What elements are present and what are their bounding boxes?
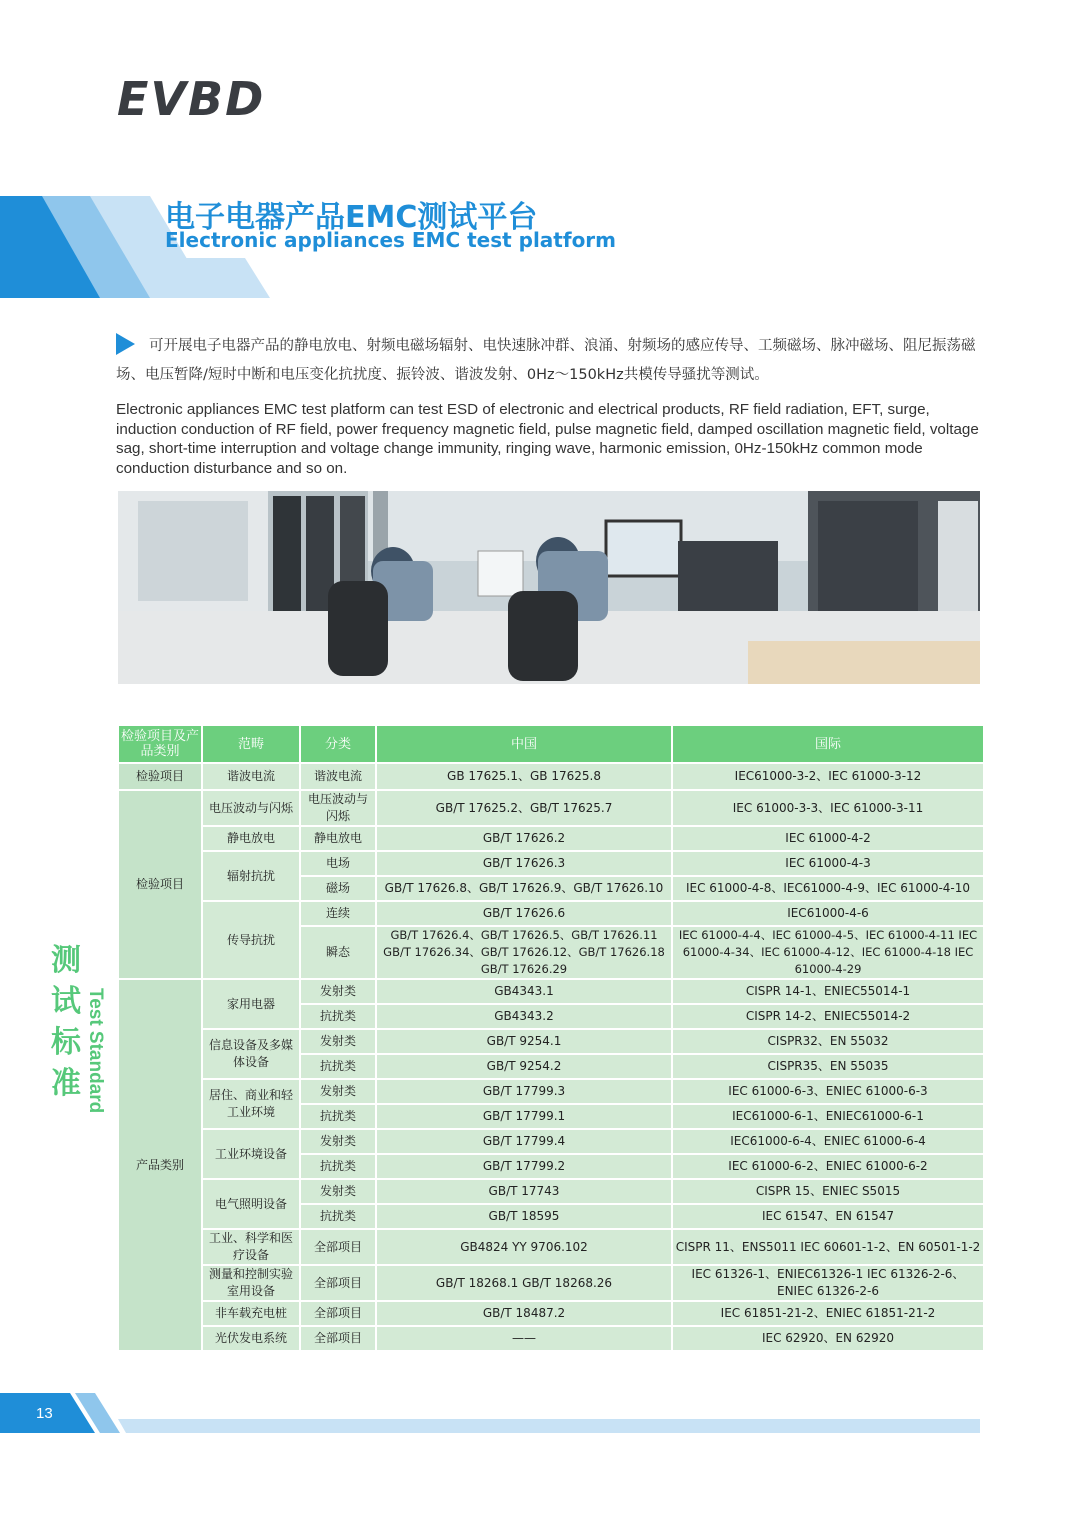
table-cell: IEC 61326-1、ENIEC61326-1 IEC 61326-2-6、ENIEC 61326-2-6 (672, 1265, 984, 1301)
table-cell: 测量和控制实验室用设备 (202, 1265, 300, 1301)
table-cell: 抗扰类 (300, 1104, 376, 1129)
page-title-cn: 电子电器产品EMC测试平台 (165, 200, 538, 235)
table-cell: 辐射抗扰 (202, 851, 300, 901)
table-cell: GB/T 17626.8、GB/T 17626.9、GB/T 17626.10 (376, 876, 672, 901)
side-label-cn (46, 940, 86, 1104)
table-cell: 发射类 (300, 1179, 376, 1204)
table-cell: IEC 61000-4-3 (672, 851, 984, 876)
side-char: 准 (51, 1066, 81, 1101)
table-header-row (118, 725, 984, 763)
table-cell: 连续 (300, 901, 376, 926)
table-cell: CISPR35、EN 55035 (672, 1054, 984, 1079)
table-cell: 居住、商业和轻工业环境 (202, 1079, 300, 1129)
table-row (118, 1265, 984, 1301)
table-cell: 工业环境设备 (202, 1129, 300, 1179)
table-row (118, 1029, 984, 1054)
table-cell: GB/T 17626.6 (376, 901, 672, 926)
table-cell: GB/T 17626.4、GB/T 17626.5、GB/T 17626.11 GB/T 17626.34、GB/T 17626.12、GB/T 17626.18 GB/T 17626.29 (376, 926, 672, 979)
table-cell: IEC 61000-3-3、IEC 61000-3-11 (672, 790, 984, 826)
table-cell: CISPR 14-1、ENIEC55014-1 (672, 979, 984, 1004)
table-row (118, 763, 984, 790)
table-row (118, 826, 984, 851)
table-cell: IEC 61000-4-2 (672, 826, 984, 851)
table-cell: GB4824 YY 9706.102 (376, 1229, 672, 1265)
header-cell: 分类 (300, 725, 376, 763)
header-cell: 中国 (376, 725, 672, 763)
table-row (118, 901, 984, 926)
table-cell: 电气照明设备 (202, 1179, 300, 1229)
table-cell: 电压波动与闪烁 (202, 790, 300, 826)
table-cell: GB/T 18595 (376, 1204, 672, 1229)
table-cell: 检验项目 (118, 763, 202, 790)
table-cell: IEC61000-6-4、ENIEC 61000-6-4 (672, 1129, 984, 1154)
table-cell: 全部项目 (300, 1229, 376, 1265)
table-cell: 发射类 (300, 1029, 376, 1054)
table-cell: GB/T 17625.2、GB/T 17625.7 (376, 790, 672, 826)
table-cell: —— (376, 1326, 672, 1351)
table-row (118, 1301, 984, 1326)
standards-table (117, 724, 985, 1352)
table-row (118, 1179, 984, 1204)
page-title-en: Electronic appliances EMC test platform (165, 228, 617, 252)
table-cell: 全部项目 (300, 1301, 376, 1326)
table-cell: 抗扰类 (300, 1054, 376, 1079)
table-cell: 抗扰类 (300, 1154, 376, 1179)
table-cell: 检验项目 (118, 790, 202, 979)
evbd-logo: EVBD (117, 72, 266, 126)
table-cell: IEC61000-6-1、ENIEC61000-6-1 (672, 1104, 984, 1129)
table-cell: GB/T 17626.3 (376, 851, 672, 876)
table-cell: GB/T 9254.1 (376, 1029, 672, 1054)
table-cell: 发射类 (300, 1079, 376, 1104)
table-row (118, 1129, 984, 1154)
table-cell: 产品类别 (118, 979, 202, 1351)
table-cell: 光伏发电系统 (202, 1326, 300, 1351)
table-cell: 静电放电 (202, 826, 300, 851)
header-cell: 范畴 (202, 725, 300, 763)
table-cell: IEC 61000-6-2、ENIEC 61000-6-2 (672, 1154, 984, 1179)
table-cell: CISPR 15、ENIEC S5015 (672, 1179, 984, 1204)
table-cell: GB/T 17626.2 (376, 826, 672, 851)
table-row (118, 851, 984, 876)
table-cell: IEC 62920、EN 62920 (672, 1326, 984, 1351)
table-cell: 谐波电流 (202, 763, 300, 790)
table-cell: 信息设备及多媒体设备 (202, 1029, 300, 1079)
table-row (118, 1079, 984, 1104)
table-cell: GB/T 18268.1 GB/T 18268.26 (376, 1265, 672, 1301)
table-cell: 家用电器 (202, 979, 300, 1029)
table-cell: IEC 61000-6-3、ENIEC 61000-6-3 (672, 1079, 984, 1104)
side-char: 标 (51, 1025, 81, 1060)
header-cell: 检验项目及产品类别 (118, 725, 202, 763)
table-cell: GB/T 17799.3 (376, 1079, 672, 1104)
lab-photo (118, 491, 980, 684)
table-cell: 抗扰类 (300, 1204, 376, 1229)
table-cell: IEC61000-3-2、IEC 61000-3-12 (672, 763, 984, 790)
table-cell: GB/T 9254.2 (376, 1054, 672, 1079)
table-cell: CISPR32、EN 55032 (672, 1029, 984, 1054)
page-number: 13 (36, 1405, 53, 1422)
table-cell: 非车载充电桩 (202, 1301, 300, 1326)
table-cell: GB/T 17799.2 (376, 1154, 672, 1179)
table-cell: 谐波电流 (300, 763, 376, 790)
table-cell: 抗扰类 (300, 1004, 376, 1029)
intro-paragraph-en: Electronic appliances EMC test platform can test ESD of electronic and electrical products, RF field radiation, EFT, surge, induction conduction of RF field, power frequency magnetic field, pulse magnetic field, damped oscillation magnetic field, voltage sag, short-time interruption and voltage change immunity, ringing wave, harmonic emission, 0Hz-150kHz common mode conduction disturbance and so on. (116, 401, 979, 477)
table-cell: IEC 61547、EN 61547 (672, 1204, 984, 1229)
arrow-icon (116, 333, 135, 355)
side-label-en: Test Standard (85, 988, 106, 1114)
table-row (118, 790, 984, 826)
header-cell: 国际 (672, 725, 984, 763)
table-cell: 磁场 (300, 876, 376, 901)
table-cell: 工业、科学和医疗设备 (202, 1229, 300, 1265)
table-cell: 电场 (300, 851, 376, 876)
table-cell: GB 17625.1、GB 17625.8 (376, 763, 672, 790)
side-char: 测 (51, 943, 81, 978)
table-row (118, 1229, 984, 1265)
side-char: 试 (51, 984, 81, 1019)
table-cell: 静电放电 (300, 826, 376, 851)
table-cell: 电压波动与闪烁 (300, 790, 376, 826)
table-cell: GB/T 17799.4 (376, 1129, 672, 1154)
table-cell: 发射类 (300, 979, 376, 1004)
table-cell: GB/T 18487.2 (376, 1301, 672, 1326)
table-cell: CISPR 11、ENS5011 IEC 60601-1-2、EN 60501-1-2 (672, 1229, 984, 1265)
table-cell: IEC 61851-21-2、ENIEC 61851-21-2 (672, 1301, 984, 1326)
intro-paragraph-cn (116, 332, 982, 390)
table-cell: 瞬态 (300, 926, 376, 979)
table-cell: IEC 61000-4-4、IEC 61000-4-5、IEC 61000-4-11 IEC 61000-4-34、IEC 61000-4-12、IEC 61000-4-18 IEC 61000-4-29 (672, 926, 984, 979)
table-cell: GB4343.1 (376, 979, 672, 1004)
intro-cn-text: 可开展电子电器产品的静电放电、射频电磁场辐射、电快速脉冲群、浪涌、射频场的感应传导、工频磁场、脉冲磁场、阻尼振荡磁场、电压暂降/短时中断和电压变化抗扰度、振铃波、谐波发射、0Hz～150kHz共模传导骚扰等测试。 (116, 338, 976, 383)
table-cell: 发射类 (300, 1129, 376, 1154)
table-row (118, 1326, 984, 1351)
table-cell: IEC 61000-4-8、IEC61000-4-9、IEC 61000-4-10 (672, 876, 984, 901)
table-cell: 全部项目 (300, 1326, 376, 1351)
table-cell: CISPR 14-2、ENIEC55014-2 (672, 1004, 984, 1029)
table-cell: 全部项目 (300, 1265, 376, 1301)
table-row (118, 979, 984, 1004)
table-cell: GB4343.2 (376, 1004, 672, 1029)
table-cell: GB/T 17799.1 (376, 1104, 672, 1129)
table-cell: IEC61000-4-6 (672, 901, 984, 926)
table-cell: GB/T 17743 (376, 1179, 672, 1204)
footer-stripes (0, 1393, 1080, 1433)
table-cell: 传导抗扰 (202, 901, 300, 979)
